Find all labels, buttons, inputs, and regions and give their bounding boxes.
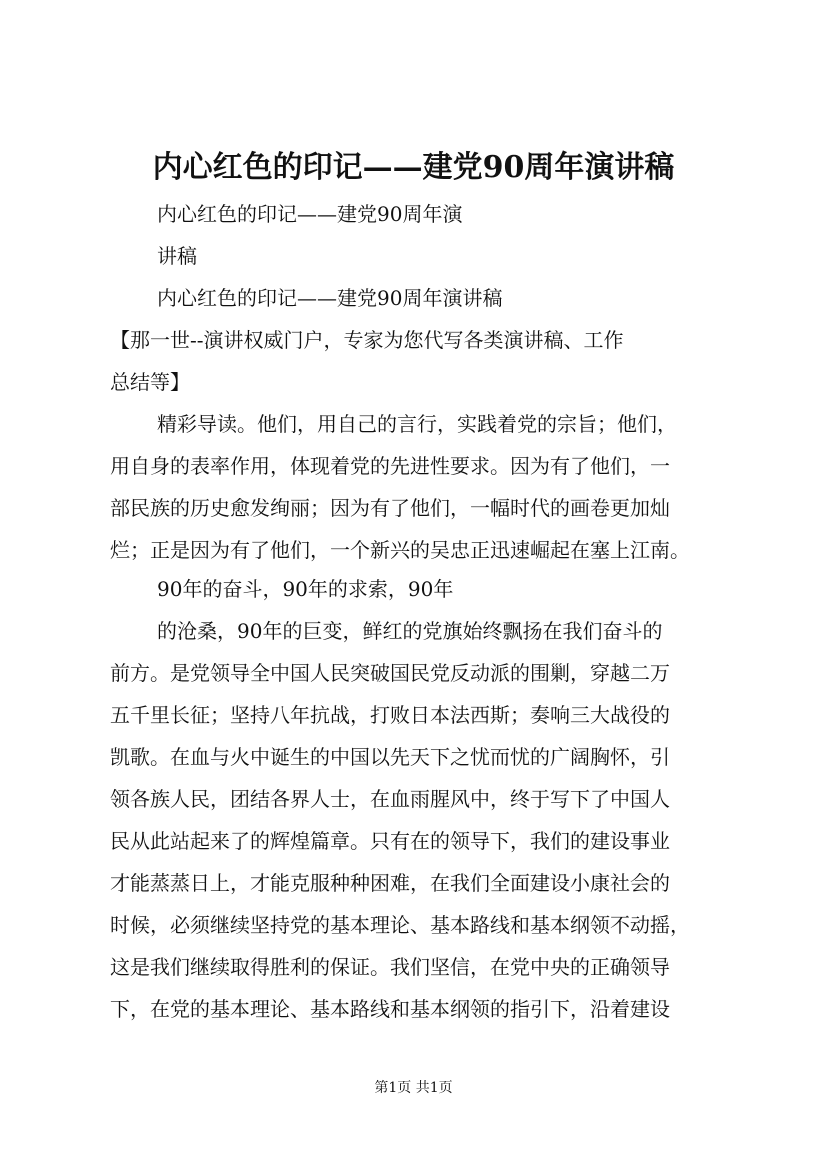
text-line: 用自身的表率作用，体现着党的先进性要求。因为有了他们，一 — [110, 454, 670, 478]
text-line: 烂；正是因为有了他们，一个新兴的吴忠正迅速崛起在塞上江南。 — [110, 538, 690, 562]
text-line: 凯歌。在血与火中诞生的中国以先天下之忧而忧的广阔胸怀，引 — [110, 745, 670, 769]
document-title: 内心红色的印记——建党90周年演讲稿 — [152, 150, 675, 185]
text-line: 内心红色的印记——建党90周年演 — [157, 202, 463, 226]
text-line: 才能蒸蒸日上，才能克服种种困难，在我们全面建设小康社会的 — [110, 871, 670, 895]
text-line: 内心红色的印记——建党90周年演讲稿 — [157, 286, 503, 310]
text-line: 【那一世--演讲权威门户，专家为您代写各类演讲稿、工作 — [110, 328, 624, 352]
text-line: 讲稿 — [157, 244, 197, 268]
text-line: 前方。是党领导全中国人民突破国民党反动派的围剿，穿越二万 — [110, 661, 670, 685]
text-line: 部民族的历史愈发绚丽；因为有了他们，一幅时代的画卷更加灿 — [110, 496, 670, 520]
text-line: 90年的奋斗，90年的求索，90年 — [157, 577, 454, 601]
text-line: 这是我们继续取得胜利的保证。我们坚信，在党中央的正确领导 — [110, 955, 670, 979]
text-line: 总结等】 — [110, 370, 190, 394]
text-line: 时候，必须继续坚持党的基本理论、基本路线和基本纲领不动摇， — [110, 913, 690, 937]
page-footer: 第1页 共1页 — [374, 1080, 453, 1096]
text-line: 领各族人民，团结各界人士，在血雨腥风中，终于写下了中国人 — [110, 787, 670, 811]
text-line: 民从此站起来了的辉煌篇章。只有在的领导下，我们的建设事业 — [110, 829, 670, 853]
text-line: 下，在党的基本理论、基本路线和基本纲领的指引下，沿着建设 — [110, 997, 670, 1021]
text-line: 五千里长征；坚持八年抗战，打败日本法西斯；奏响三大战役的 — [110, 703, 670, 727]
text-line: 的沧桑，90年的巨变，鲜红的党旗始终飘扬在我们奋斗的 — [157, 619, 663, 643]
text-line: 精彩导读。他们，用自己的言行，实践着党的宗旨；他们， — [157, 412, 677, 436]
